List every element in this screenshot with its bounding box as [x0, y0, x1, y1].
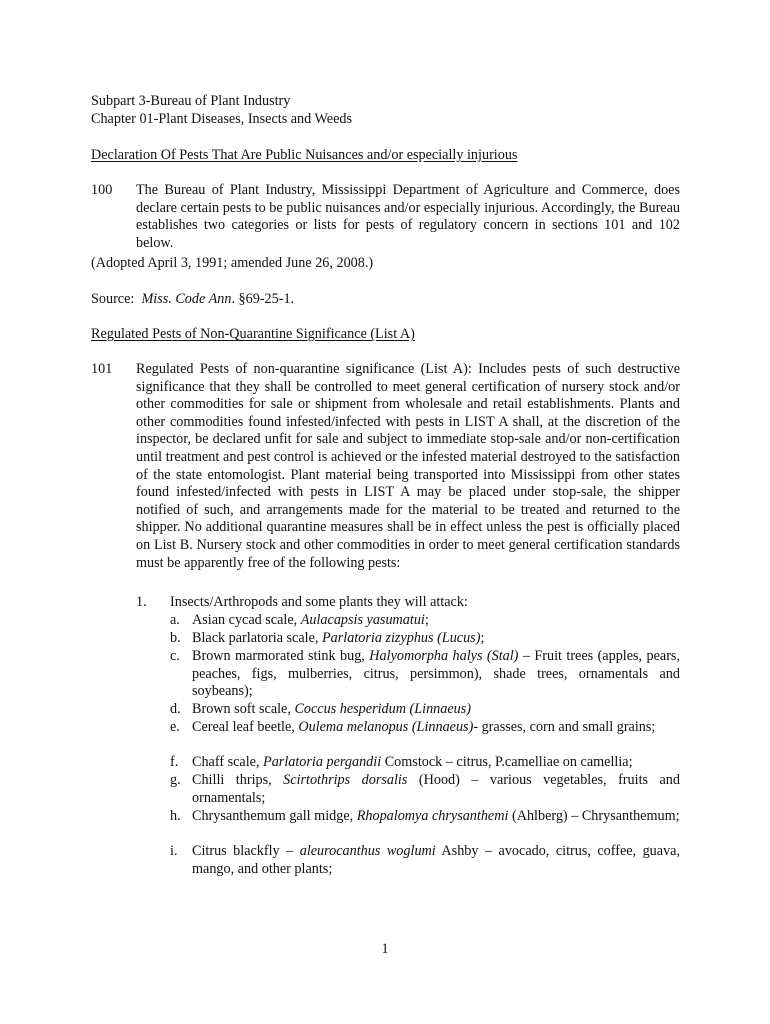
section-number-100: 100	[91, 182, 113, 198]
section-100-body: The Bureau of Plant Industry, Mississippi Department of Agriculture and Commerce, does declare certain pests to be public nuisances and/or especially injurious. Accordingly, the Bureau establishes two categories or lists for pests of regulatory concern in sections 101 and 102 below.	[136, 182, 680, 251]
list-item: g. Chilli thrips, Scirtothrips dorsalis (Hood) – various vegetables, fruits and ornamentals;	[170, 772, 680, 806]
list-item-letter: f.	[170, 754, 179, 770]
chapter-title: Chapter 01-Plant Diseases, Insects and Weeds	[91, 111, 352, 127]
list-item: f. Chaff scale, Parlatoria pergandii Comstock – citrus, P.camelliae on camellia;	[170, 754, 633, 770]
list-item-letter: i.	[170, 843, 178, 859]
list-item-letter: b.	[170, 630, 181, 646]
section-number-101: 101	[91, 361, 113, 377]
list-item-letter: g.	[170, 772, 181, 788]
source-code-section: . §69-25-1.	[231, 291, 295, 307]
scientific-name: Aulacapsis yasumatui	[300, 612, 425, 628]
scientific-name: aleurocanthus woglumi	[299, 843, 436, 859]
list-item: h. Chrysanthemum gall midge, Rhopalomya chrysanthemi (Ahlberg) – Chrysanthemum;	[170, 808, 680, 824]
adoption-note: (Adopted April 3, 1991; amended June 26, 2008.)	[91, 255, 374, 271]
section-heading-list-a: Regulated Pests of Non-Quarantine Significance (List A)	[91, 326, 415, 342]
list-item: a. Asian cycad scale, Aulacapsis yasumatui;	[170, 612, 429, 628]
list-number: 1.	[136, 594, 147, 610]
scientific-name: Parlatoria zizyphus (Lucus)	[322, 630, 481, 646]
subpart-title: Subpart 3-Bureau of Plant Industry	[91, 93, 291, 109]
section-heading-declaration: Declaration Of Pests That Are Public Nuisances and/or especially injurious	[91, 147, 518, 163]
source-citation	[91, 291, 294, 309]
list-item: d. Brown soft scale, Coccus hesperidum (Linnaeus)	[170, 701, 471, 717]
list-item-letter: a.	[170, 612, 180, 628]
list-item-letter: e.	[170, 719, 180, 735]
list-item: b. Black parlatoria scale, Parlatoria zizyphus (Lucus);	[170, 630, 485, 646]
list-item: c. Brown marmorated stink bug, Halyomorpha halys (Stal) – Fruit trees (apples, pears, peaches, figs, mulberries, citrus, persimmon), shade trees, ornamentals and soybeans);	[170, 648, 680, 700]
scientific-name: Parlatoria pergandii	[263, 754, 382, 770]
list-item: i. Citrus blackfly – aleurocanthus woglumi Ashby – avocado, citrus, coffee, guava, mango, and other plants;	[170, 843, 681, 877]
list-item-letter: c.	[170, 648, 180, 664]
scientific-name: Coccus hesperidum (Linnaeus)	[294, 701, 471, 717]
scientific-name: Halyomorpha halys (Stal)	[369, 648, 519, 664]
scientific-name: Scirtothrips dorsalis	[283, 772, 408, 788]
list-title: Insects/Arthropods and some plants they will attack:	[170, 594, 468, 610]
list-item-letter: d.	[170, 701, 181, 717]
source-label: Source:	[91, 291, 135, 307]
scientific-name: Rhopalomya chrysanthemi	[356, 808, 509, 824]
page-number: 1	[381, 941, 389, 957]
list-item: e. Cereal leaf beetle, Oulema melanopus (Linnaeus)- grasses, corn and small grains;	[170, 719, 656, 735]
scientific-name: Oulema melanopus (Linnaeus)	[298, 719, 474, 735]
list-item-letter: h.	[170, 808, 181, 824]
source-code-title: Miss. Code Ann	[141, 291, 232, 307]
section-101-body: Regulated Pests of non-quarantine significance (List A): Includes pests of such destructive significance that they shall be controlled to meet general certification of nursery stock and/or other commodities for sale or shipment from wholesale and retail establishments. Plants and other commodities found infested/infected with pests in LIST A shall, at the discretion of the inspector, be declared unfit for sale and subject to immediate stop-sale and/or non-certification until treatment and pest control is achieved or the infested material destroyed to the satisfaction of the state entomologist. Plant material being transported into Mississippi from other states found infested/infected with pests in LIST A may be placed under stop-sale, the shipper notified of such, and arrangements made for the material to be treated and returned to the shipper. No additional quarantine measures shall be in effect unless the pest is officially placed on List B. Nursery stock and other commodities in order to meet general certification standards must be apparently free of the following pests:	[136, 361, 680, 571]
